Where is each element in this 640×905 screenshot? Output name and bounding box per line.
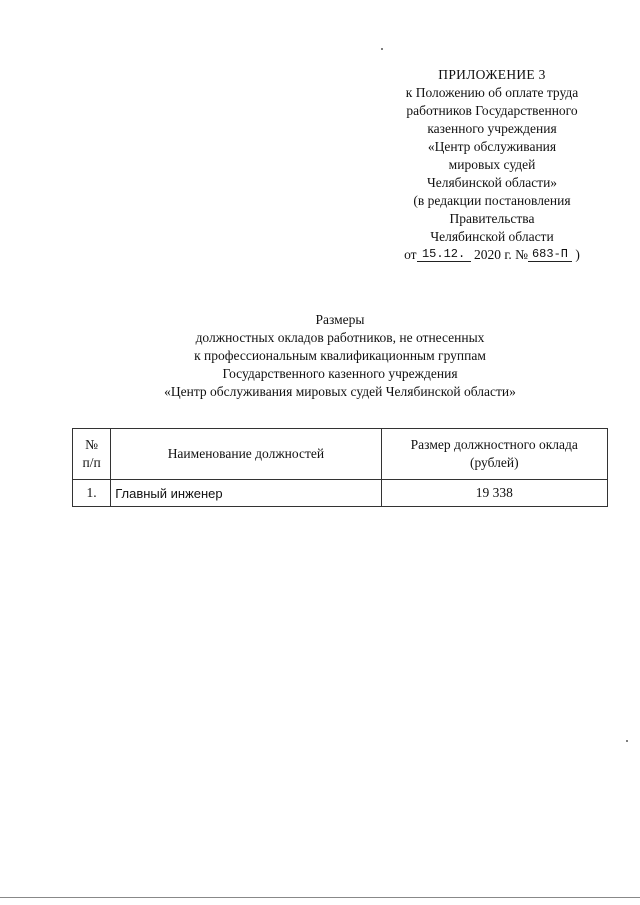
heading-line: к профессиональным квалификационным группам: [194, 348, 486, 363]
document-heading: [120, 311, 560, 401]
appendix-line: к Положению об оплате труда: [405, 85, 579, 100]
document-number: 683-П: [528, 247, 572, 262]
heading-line: Размеры: [315, 312, 365, 327]
appendix-title: ПРИЛОЖЕНИЕ 3: [438, 67, 546, 82]
appendix-line: казенного учреждения: [427, 121, 557, 136]
appendix-line: Правительства: [449, 211, 535, 226]
date-suffix: ): [575, 247, 580, 262]
header-num-symbol: №: [85, 437, 99, 452]
header-salary: [381, 429, 607, 480]
scan-speck: [626, 740, 628, 742]
salary-table: [72, 428, 608, 507]
heading-line: Государственного казенного учреждения: [222, 366, 458, 381]
header-num: [73, 429, 111, 480]
date-value: 15.12.: [417, 247, 471, 262]
table-row: [73, 480, 608, 507]
appendix-dateline: [378, 246, 606, 264]
scan-edge-line: [0, 897, 640, 898]
date-year: 2020 г. №: [473, 247, 528, 262]
appendix-line: Челябинской области: [430, 229, 554, 244]
row-num: 1.: [73, 480, 111, 507]
scan-speck: [381, 48, 383, 50]
appendix-line: мировых судей: [448, 157, 536, 172]
header-num-label: п/п: [82, 455, 101, 470]
appendix-header: [378, 66, 606, 264]
appendix-line: (в редакции постановления: [413, 193, 571, 208]
header-salary-unit: (рублей): [469, 455, 519, 470]
heading-line: «Центр обслуживания мировых судей Челябинской области»: [164, 384, 516, 399]
heading-line: должностных окладов работников, не отнесенных: [195, 330, 485, 345]
date-prefix: от: [404, 247, 417, 262]
appendix-line: «Центр обслуживания: [427, 139, 557, 154]
header-salary-label: Размер должностного оклада: [410, 437, 578, 452]
table-header-row: [73, 429, 608, 480]
header-position-name: Наименование должностей: [111, 429, 381, 480]
row-salary: 19 338: [381, 480, 607, 507]
appendix-line: работников Государственного: [406, 103, 578, 118]
appendix-line: Челябинской области»: [426, 175, 558, 190]
row-position-name: Главный инженер: [111, 480, 381, 507]
